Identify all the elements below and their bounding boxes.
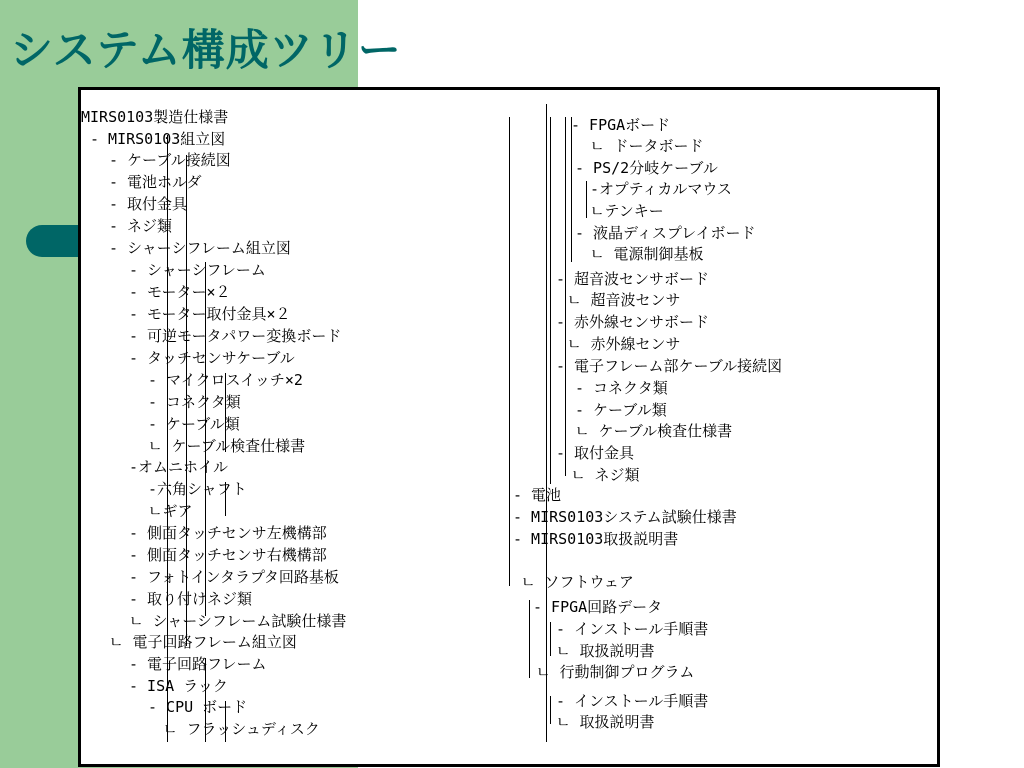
tree-node: ㄴ 超音波センサ [567, 291, 681, 309]
tree-node: - 取り付けネジ類 [129, 590, 253, 608]
tree-node: ㄴ 行動制御プログラム [536, 663, 695, 681]
tree-panel [78, 87, 940, 767]
tree-node: -六角シャフト [148, 480, 247, 498]
tree-connector-line [529, 600, 530, 678]
tree-node: - 可逆モータパワー変換ボード [129, 327, 342, 345]
tree-node: -オプティカルマウス [590, 180, 732, 198]
tree-node: ㄴ 赤外線センサ [567, 335, 681, 353]
tree-connector-line [586, 181, 587, 218]
tree-connector-line [509, 117, 510, 586]
tree-node: -オムニホイル [129, 458, 229, 476]
tree-node: - 取付金具 [109, 195, 188, 213]
tree-node: - FPGAボード [571, 116, 671, 134]
tree-node: - タッチセンサケーブル [129, 349, 295, 367]
tree-node: - 取付金具 [556, 444, 635, 462]
tree-node: - MIRS0103システム試験仕様書 [513, 508, 737, 526]
tree-node: - 電子回路フレーム [129, 655, 267, 673]
tree-node: - 側面タッチセンサ左機構部 [129, 524, 327, 542]
tree-node: - コネクタ類 [575, 379, 668, 397]
tree-node: - ケーブル類 [575, 401, 667, 419]
tree-node: - ケーブル類 [148, 415, 240, 433]
tree-node: - MIRS0103取扱説明書 [513, 530, 679, 548]
tree-node: - ネジ類 [109, 217, 173, 235]
tree-node: ㄴテンキー [590, 202, 664, 220]
tree-node: - マイクロスイッチ×2 [148, 371, 303, 389]
tree-connector-line [550, 622, 551, 656]
tree-node: ㄴ 取扱説明書 [556, 713, 655, 731]
tree-node: ㄴ ケーブル検査仕様書 [148, 437, 306, 455]
tree-node: - インストール手順書 [556, 692, 709, 710]
tree-connector-line [550, 696, 551, 724]
slide-title: システム構成ツリー [10, 26, 402, 76]
tree-node: ㄴ ドータボード [590, 137, 704, 155]
tree-node: MIRS0103製造仕様書 [81, 108, 229, 126]
tree-node: - ケーブル接続図 [109, 151, 231, 169]
tree-connector-line [565, 117, 566, 476]
tree-node: - シャーシフレーム組立図 [109, 239, 291, 257]
tree-connector-line [225, 373, 226, 452]
tree-connector-line [546, 104, 547, 742]
tree-connector-line [205, 658, 206, 742]
tree-node: - インストール手順書 [556, 620, 709, 638]
tree-node: - ISA ラック [129, 677, 228, 695]
tree-node: ㄴ シャーシフレーム試験仕様書 [129, 612, 347, 630]
tree-connector-line [225, 482, 226, 516]
tree-node: ㄴ ソフトウェア [521, 573, 634, 591]
tree-node: ㄴギア [148, 502, 193, 520]
tree-node: - 側面タッチセンサ右機構部 [129, 546, 327, 564]
tree-connector-line [186, 155, 187, 646]
tree-node: - MIRS0103組立図 [90, 130, 226, 148]
tree-node: - コネクタ類 [148, 393, 241, 411]
tree-connector-line [225, 701, 226, 742]
tree-node: - 液晶ディスプレイボード [575, 224, 756, 242]
tree-node: - シャーシフレーム [129, 261, 266, 279]
tree-node: - 電池 [513, 486, 562, 504]
tree-node: - CPU ボード [148, 698, 248, 716]
tree-node: - 赤外線センサボード [556, 313, 710, 331]
tree-node: - 電池ホルダ [109, 173, 202, 191]
tree-node: - FPGA回路データ [533, 598, 663, 616]
tree-node: ㄴ フラッシュディスク [163, 720, 320, 738]
tree-node: ㄴ ケーブル検査仕様書 [575, 422, 733, 440]
tree-node: - フォトインタラプタ回路基板 [129, 568, 339, 586]
tree-connector-line [205, 262, 206, 616]
tree-node: - 超音波センサボード [556, 270, 710, 288]
tree-node: ㄴ 取扱説明書 [556, 642, 655, 660]
tree-connector-line [550, 117, 551, 484]
tree-node: - モーター×２ [129, 283, 231, 301]
tree-node: - PS/2分岐ケーブル [575, 159, 718, 177]
tree-connector-line [167, 135, 168, 742]
tree-node: - モーター取付金具×２ [129, 305, 291, 323]
tree-node: ㄴ ネジ類 [571, 466, 640, 484]
tree-node: ㄴ 電源制御基板 [590, 245, 704, 263]
tree-node: - 電子フレーム部ケーブル接続図 [556, 357, 783, 375]
tree-connector-line [571, 117, 572, 262]
tree-node: ㄴ 電子回路フレーム組立図 [109, 633, 297, 651]
